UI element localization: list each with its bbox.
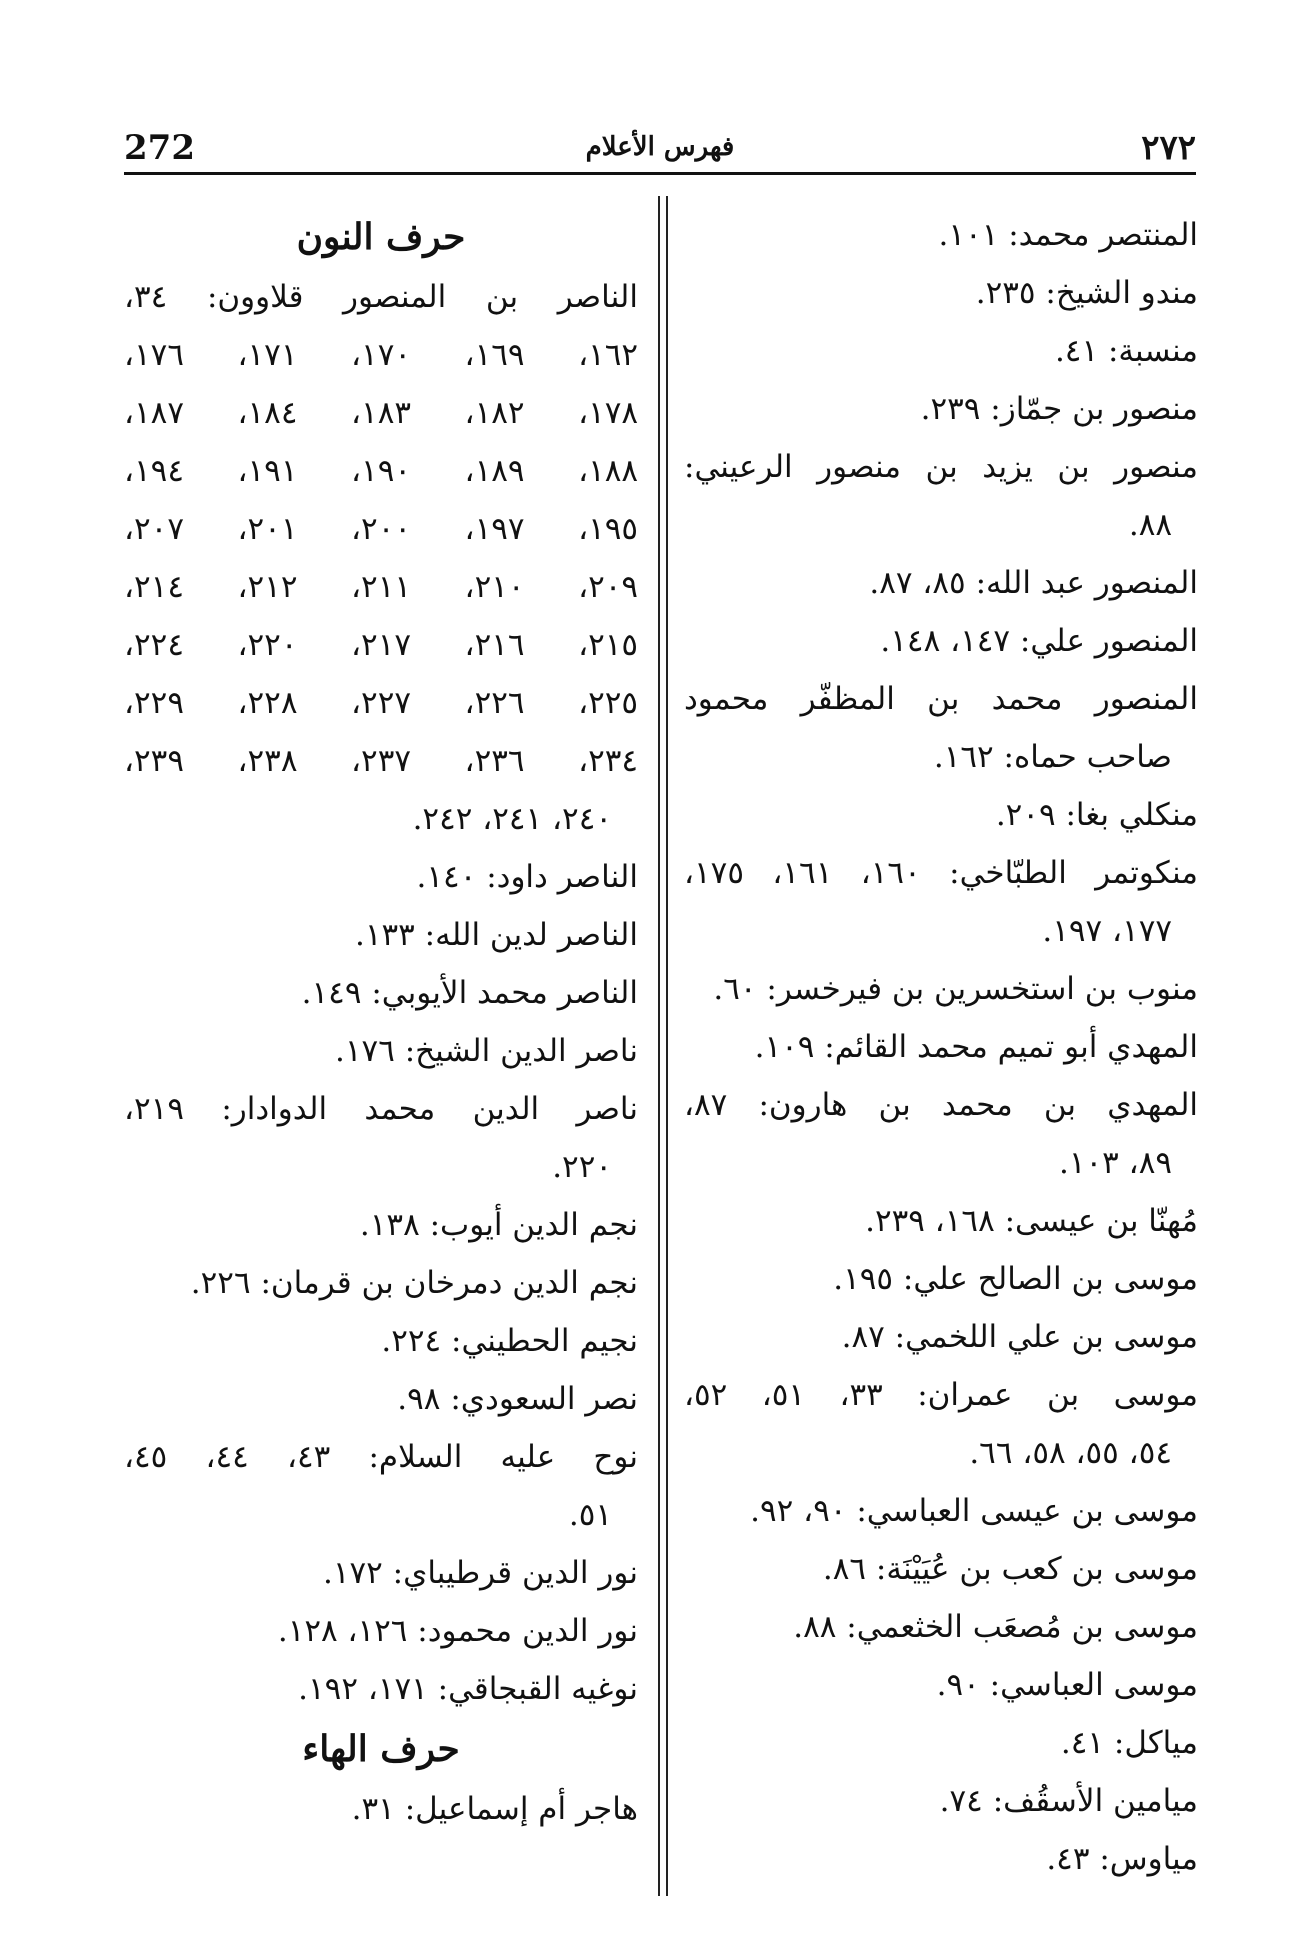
- nun-entries: [124, 848, 638, 1718]
- index-entry: نور الدين قرطيباي: ١٧٢.: [322, 1555, 638, 1591]
- index-entry-continuation: ٨٨.: [1128, 507, 1172, 543]
- index-entry: منكلي بغا: ٢٠٩.: [995, 797, 1198, 833]
- index-entry: الناصر لدين الله: ١٣٣.: [355, 917, 638, 953]
- index-entry-continuation: صاحب حماه: ١٦٢.: [933, 739, 1172, 775]
- index-entry: المنصور علي: ١٤٧، ١٤٨.: [880, 623, 1198, 659]
- index-entry: موسى بن الصالح علي: ١٩٥.: [833, 1261, 1198, 1297]
- index-entry: المنتصر محمد: ١٠١.: [938, 217, 1198, 253]
- index-entry: مندو الشيخ: ٢٣٥.: [975, 275, 1198, 311]
- index-entry: منصور بن جمّاز: ٢٣٩.: [920, 391, 1198, 427]
- index-entry: المنصور محمد بن المظفّر محمود: [684, 681, 1198, 717]
- index-entry-continuation: ٢٢٠.: [552, 1149, 612, 1185]
- index-entry: منوب بن استخسرين بن فيرخسر: ٦٠.: [713, 971, 1198, 1007]
- nasir-page-ref-row: ١٨٨، ١٨٩، ١٩٠، ١٩١، ١٩٤،: [124, 453, 639, 489]
- index-entry-nasir: الناصر بن المنصور قلاوون: ٣٤،: [124, 279, 638, 315]
- index-entry: المهدي بن محمد بن هارون: ٨٧،: [684, 1087, 1198, 1123]
- nasir-page-ref-row: ١٩٥، ١٩٧، ٢٠٠، ٢٠١، ٢٠٧،: [124, 511, 639, 547]
- index-entry-continuation: ٥١.: [568, 1497, 612, 1533]
- index-entry-continuation: ٥٤، ٥٥، ٥٨، ٦٦.: [969, 1435, 1172, 1471]
- index-entry: مياوس: ٤٣.: [1046, 1841, 1198, 1877]
- index-entry: نجيم الحطيني: ٢٢٤.: [381, 1323, 638, 1359]
- nasir-page-ref-row: ٢٣٤، ٢٣٦، ٢٣٧، ٢٣٨، ٢٣٩،: [124, 743, 639, 779]
- index-entry: منسبة: ٤١.: [1054, 333, 1198, 369]
- section-heading-nun: حرف النون: [296, 216, 466, 258]
- column-divider: [658, 196, 660, 1896]
- nasir-page-ref-row: ٢٠٩، ٢١٠، ٢١١، ٢١٢، ٢١٤،: [124, 569, 639, 605]
- nasir-page-ref-row: ٢١٥، ٢١٦، ٢١٧، ٢٢٠، ٢٢٤،: [124, 627, 639, 663]
- index-entry: ناصر الدين محمد الدوادار: ٢١٩،: [124, 1091, 638, 1127]
- index-entry: موسى بن عمران: ٣٣، ٥١، ٥٢،: [684, 1377, 1199, 1413]
- index-entry: الناصر محمد الأيوبي: ١٤٩.: [301, 975, 638, 1011]
- index-entry: موسى بن علي اللخمي: ٨٧.: [841, 1319, 1198, 1355]
- index-entry: مُهنّا بن عيسى: ١٦٨، ٢٣٩.: [865, 1203, 1198, 1239]
- index-entry: نجم الدين دمرخان بن قرمان: ٢٢٦.: [190, 1265, 638, 1301]
- column-divider: [666, 196, 668, 1896]
- index-entry: مياكل: ٤١.: [1060, 1725, 1198, 1761]
- index-entry: المهدي أبو تميم محمد القائم: ١٠٩.: [754, 1029, 1198, 1065]
- index-entry: نوغيه القبجاقي: ١٧١، ١٩٢.: [298, 1671, 638, 1707]
- right-column: [684, 206, 1198, 1888]
- index-entry: موسى بن مُصعَب الخثعمي: ٨٨.: [793, 1609, 1198, 1645]
- index-entry: موسى العباسي: ٩٠.: [936, 1667, 1198, 1703]
- running-title: فهرس الأعلام: [585, 132, 735, 162]
- section-heading-ha: حرف الهاء: [302, 1728, 460, 1770]
- nasir-page-ref-row: ١٦٢، ١٦٩، ١٧٠، ١٧١، ١٧٦،: [124, 337, 639, 373]
- left-column: [124, 206, 638, 1838]
- nasir-page-ref-row: ٢٢٥، ٢٢٦، ٢٢٧، ٢٢٨، ٢٢٩،: [124, 685, 639, 721]
- page-number-arabic: ٢٧٢: [1141, 128, 1196, 168]
- index-entry: منكوتمر الطبّاخي: ١٦٠، ١٦١، ١٧٥،: [684, 855, 1199, 891]
- index-entry: نصر السعودي: ٩٨.: [397, 1381, 638, 1417]
- ha-entries: [124, 1780, 638, 1838]
- index-entry: نجم الدين أيوب: ١٣٨.: [359, 1207, 638, 1243]
- index-entry-continuation: ١٧٧، ١٩٧.: [1042, 913, 1172, 949]
- index-entry: هاجر أم إسماعيل: ٣١.: [351, 1791, 638, 1827]
- index-entry: منصور بن يزيد بن منصور الرعيني:: [684, 449, 1198, 485]
- index-entry: المنصور عبد الله: ٨٥، ٨٧.: [869, 565, 1198, 601]
- nasir-page-refs-last: ٢٤٠، ٢٤١، ٢٤٢.: [412, 801, 612, 837]
- page-number-latin: 272: [124, 128, 195, 168]
- index-entry: نور الدين محمود: ١٢٦، ١٢٨.: [277, 1613, 638, 1649]
- index-entry-continuation: ٨٩، ١٠٣.: [1059, 1145, 1172, 1181]
- page-header: [124, 128, 1196, 175]
- index-entry: ناصر الدين الشيخ: ١٧٦.: [335, 1033, 638, 1069]
- nasir-page-refs: [124, 326, 638, 790]
- index-entry: موسى بن عيسى العباسي: ٩٠، ٩٢.: [750, 1493, 1198, 1529]
- index-entry: ميامين الأسقُف: ٧٤.: [939, 1783, 1198, 1819]
- index-entry: موسى بن كعب بن عُيَيْنَة: ٨٦.: [822, 1551, 1198, 1587]
- index-entry: نوح عليه السلام: ٤٣، ٤٤، ٤٥،: [124, 1439, 639, 1475]
- nasir-page-ref-row: ١٧٨، ١٨٢، ١٨٣، ١٨٤، ١٨٧،: [124, 395, 639, 431]
- index-entry: الناصر داود: ١٤٠.: [416, 859, 638, 895]
